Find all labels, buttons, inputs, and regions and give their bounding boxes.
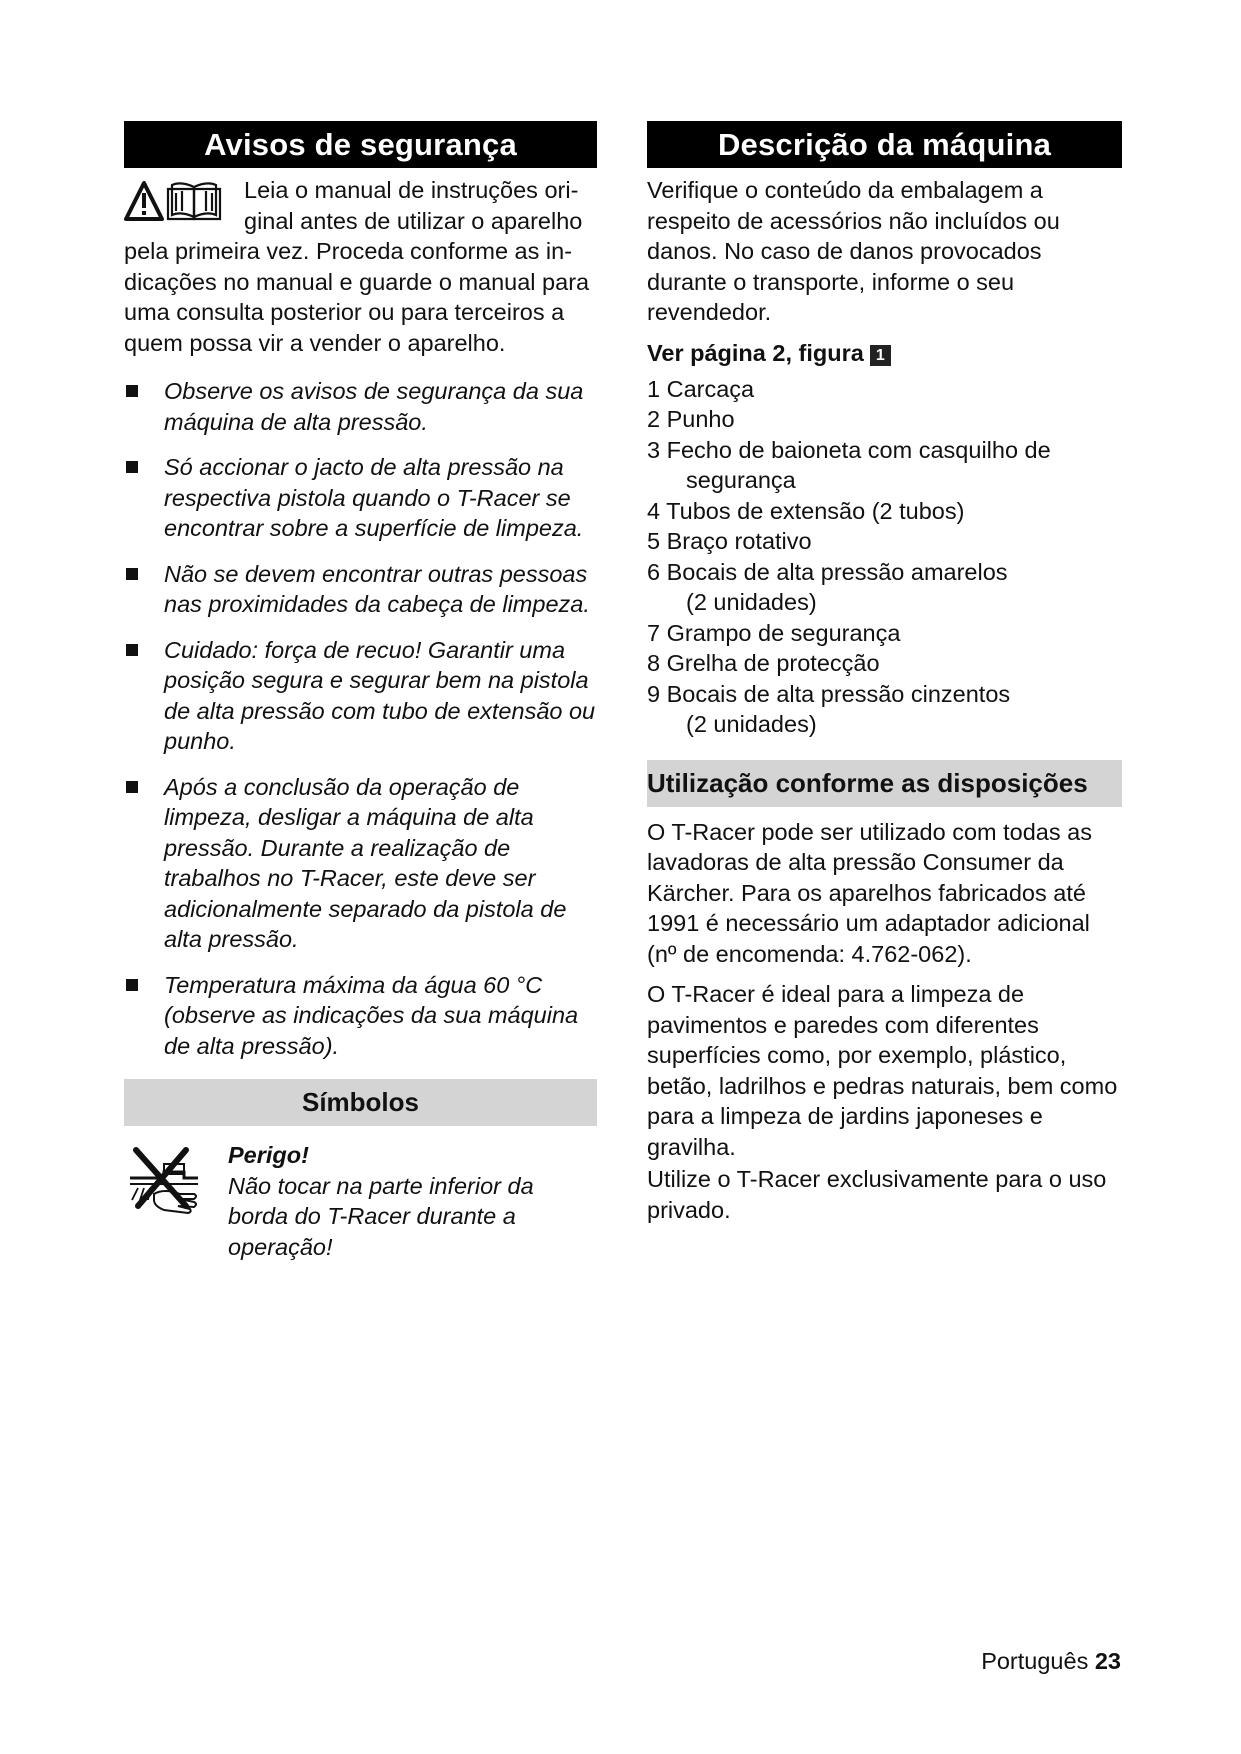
section-heading-symbols: Símbolos — [124, 1079, 597, 1126]
figure-reference-text: Ver página 2, figura — [647, 339, 864, 366]
bullet-square-icon — [126, 568, 138, 580]
section-heading-intended-use: Utilização conforme as disposições — [647, 760, 1122, 807]
list-item: 3 Fecho de baioneta com casquilho de segurança — [647, 436, 1051, 493]
bullet-square-icon — [126, 979, 138, 991]
warning-triangle-icon — [126, 183, 162, 219]
list-item: 6 Bocais de alta pressão amarelos (2 unidades) — [647, 558, 1008, 615]
danger-symbol-row — [124, 1140, 597, 1262]
machine-intro-text: Verifique o conteúdo da embalagem a respeito de acessórios não incluídos ou danos. No caso de danos provocados durante o transporte, informe o seu revendedor. — [647, 177, 1060, 325]
list-item: 7 Grampo de segurança — [647, 619, 901, 646]
right-column — [647, 121, 1122, 1225]
list-item: 9 Bocais de alta pressão cinzentos (2 unidades) — [647, 680, 1011, 737]
list-item: 2 Punho — [647, 406, 735, 432]
list-item: 5 Braço rotativo — [647, 528, 812, 554]
usage-paragraph-3: Utilize o T-Racer exclusivamente para o uso privado. — [647, 1166, 1107, 1223]
list-item: Cuidado: força de recuo! Garantir uma posição segura e segurar bem na pistola de alta pressão com tubo de extensão ou punho. — [124, 635, 597, 757]
left-column — [124, 121, 597, 1262]
usage-paragraph-1: O T-Racer pode ser utilizado com todas as lavadoras de alta pressão Consumer da Kärcher. Para os aparelhos fabricados até 1991 é necessário um adaptador adicional (nº de encomenda: 4.762-062). — [647, 818, 1092, 967]
danger-text: Não tocar na parte inferior da borda do T-Racer durante a operação! — [228, 1172, 534, 1260]
section-heading-safety: Avisos de segurança — [124, 121, 597, 168]
page-footer — [981, 1648, 1121, 1675]
footer-language: Português — [981, 1648, 1089, 1674]
bullet-square-icon — [126, 461, 138, 473]
safety-bullet-list — [124, 376, 597, 1061]
open-manual-icon — [168, 183, 220, 219]
usage-paragraph-2: O T-Racer é ideal para a limpeza de pavimentos e paredes com diferentes superfícies como, por exemplo, plástico, betão, ladrilhos e pedras naturais, bem como para a limpeza de jardins japoneses e gravilha. — [647, 981, 1118, 1160]
figure-number-badge: 1 — [870, 345, 891, 366]
safety-intro-text: Leia o manual de instruções original antes de utilizar o aparelho pela primeira vez. Proceda conforme as indicações no manual e guarde o manual para uma consulta posterior ou para terceiros a quem possa vir a vender o aparelho. — [124, 177, 590, 356]
bullet-square-icon — [126, 385, 138, 397]
no-touch-hand-icon — [124, 1144, 212, 1224]
list-item: Observe os avisos de segurança da sua máquina de alta pressão. — [124, 376, 597, 437]
bullet-square-icon — [126, 781, 138, 793]
list-item: Após a conclusão da operação de limpeza, desligar a máquina de alta pressão. Durante a realização de trabalhos no T-Racer, este deve ser adicionalmente separado da pistola de alta pressão. — [124, 772, 597, 955]
list-item: Não se devem encontrar outras pessoas nas proximidades da cabeça de limpeza. — [124, 559, 597, 620]
list-item: 1 Carcaça — [647, 375, 755, 402]
list-item: Temperatura máxima da água 60 °C (observe as indicações da sua máquina de alta pressão). — [124, 970, 597, 1062]
parts-list — [647, 374, 1122, 740]
safety-intro — [124, 175, 597, 358]
section-heading-machine-description: Descrição da máquina — [647, 121, 1122, 168]
list-item: 8 Grelha de protecção — [647, 650, 880, 676]
figure-reference — [647, 338, 1122, 368]
warning-manual-icons — [124, 175, 236, 233]
page-number: 23 — [1094, 1648, 1121, 1674]
list-item: Só accionar o jacto de alta pressão na respectiva pistola quando o T-Racer se encontrar sobre a superfície de limpeza. — [124, 452, 597, 544]
danger-title: Perigo! — [228, 1142, 309, 1168]
bullet-square-icon — [126, 644, 138, 656]
list-item: 4 Tubos de extensão (2 tubos) — [647, 497, 965, 524]
